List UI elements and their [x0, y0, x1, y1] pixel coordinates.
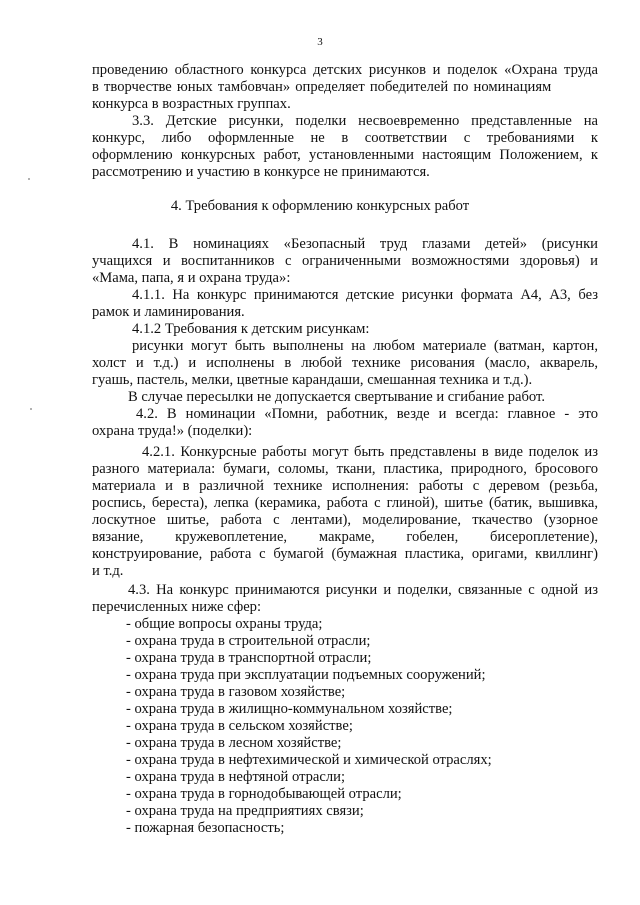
list-item: - общие вопросы охраны труда;: [126, 616, 323, 632]
list-item: - охрана труда в жилищно-коммунальном хозяйстве;: [126, 701, 453, 717]
list-item: - охрана труда при эксплуатации подъемных сооружений;: [126, 667, 486, 683]
list-item: - пожарная безопасность;: [126, 820, 285, 836]
text-line: проведению областного конкурса детских рисунков и поделок «Охрана труда: [92, 62, 598, 78]
text-line: холст и т.д.) и исполнены в любой технике рисования (масло, акварель,: [92, 355, 598, 371]
text-line: 4.3. На конкурс принимаются рисунки и поделки, связанные с одной из: [128, 582, 598, 598]
text-line: 4.1.1. На конкурс принимаются детские рисунки формата А4, А3, без: [132, 287, 598, 303]
text-line: материала и в различной технике исполнения: работы с деревом (резьба,: [92, 478, 598, 494]
text-line: роспись, береста), лепка (керамика, работа с глиной), шитье (батик, вышивка,: [92, 495, 598, 511]
text-line: 4.1.2 Требования к детским рисункам:: [132, 321, 370, 337]
text-line: рисунки могут быть выполнены на любом материале (ватман, картон,: [132, 338, 598, 354]
section-heading: 4. Требования к оформлению конкурсных работ: [170, 198, 470, 214]
text-line: оформлению конкурсных работ, установленными настоящим Положением, к: [92, 147, 598, 163]
text-line: конструирование, работа с бумагой (бумажная пластика, оригами, квиллинг): [92, 546, 598, 562]
page-number: 3: [317, 36, 323, 48]
list-item: - охрана труда на предприятиях связи;: [126, 803, 364, 819]
list-item: - охрана труда в нефтехимической и химической отраслях;: [126, 752, 492, 768]
text-line: 3.3. Детские рисунки, поделки несвоевременно представленные на: [132, 113, 598, 129]
text-line: 4.2.1. Конкурсные работы могут быть представлены в виде поделок из: [142, 444, 598, 460]
text-line: конкурс, либо оформленные не в соответствии с требованиями к: [92, 130, 598, 146]
text-line: рассмотрению и участию в конкурсе не принимаются.: [92, 164, 430, 180]
scan-speck: [30, 408, 32, 410]
list-item: - охрана труда в транспортной отрасли;: [126, 650, 372, 666]
text-line: охрана труда!» (поделки):: [92, 423, 253, 439]
text-line: В случае пересылки не допускается свертывание и сгибание работ.: [128, 389, 545, 405]
list-item: - охрана труда в лесном хозяйстве;: [126, 735, 342, 751]
text-line: и т.д.: [92, 563, 124, 579]
text-line: рамок и ламинирования.: [92, 304, 245, 320]
text-line: вязание, кружевоплетение, макраме, гобелен, бисероплетение),: [92, 529, 598, 545]
text-line: «Мама, папа, я и охрана труда»:: [92, 270, 291, 286]
list-item: - охрана труда в нефтяной отрасли;: [126, 769, 346, 785]
text-line: перечисленных ниже сфер:: [92, 599, 262, 615]
list-item: - охрана труда в газовом хозяйстве;: [126, 684, 346, 700]
text-line: гуашь, пастель, мелки, цветные карандаши, смешанная техника и т.д.).: [92, 372, 533, 388]
list-item: - охрана труда в строительной отрасли;: [126, 633, 371, 649]
text-line: 4.1. В номинациях «Безопасный труд глазами детей» (рисунки: [132, 236, 598, 252]
list-item: - охрана труда в горнодобывающей отрасли;: [126, 786, 402, 802]
text-line: в творчестве юных тамбовчан» определяет победителей по номинациям: [92, 79, 552, 95]
text-line: разного материала: бумаги, соломы, ткани, пластика, природного, бросового: [92, 461, 598, 477]
text-line: 4.2. В номинации «Помни, работник, везде и всегда: главное - это: [136, 406, 598, 422]
text-line: лоскутное шитье, работа с лентами), моделирование, ткачество (узорное: [92, 512, 598, 528]
list-item: - охрана труда в сельском хозяйстве;: [126, 718, 353, 734]
text-line: конкурса в возрастных группах.: [92, 96, 291, 112]
text-line: учащихся и воспитанников с ограниченными возможностями здоровья) и: [92, 253, 598, 269]
scan-speck: [28, 178, 30, 180]
